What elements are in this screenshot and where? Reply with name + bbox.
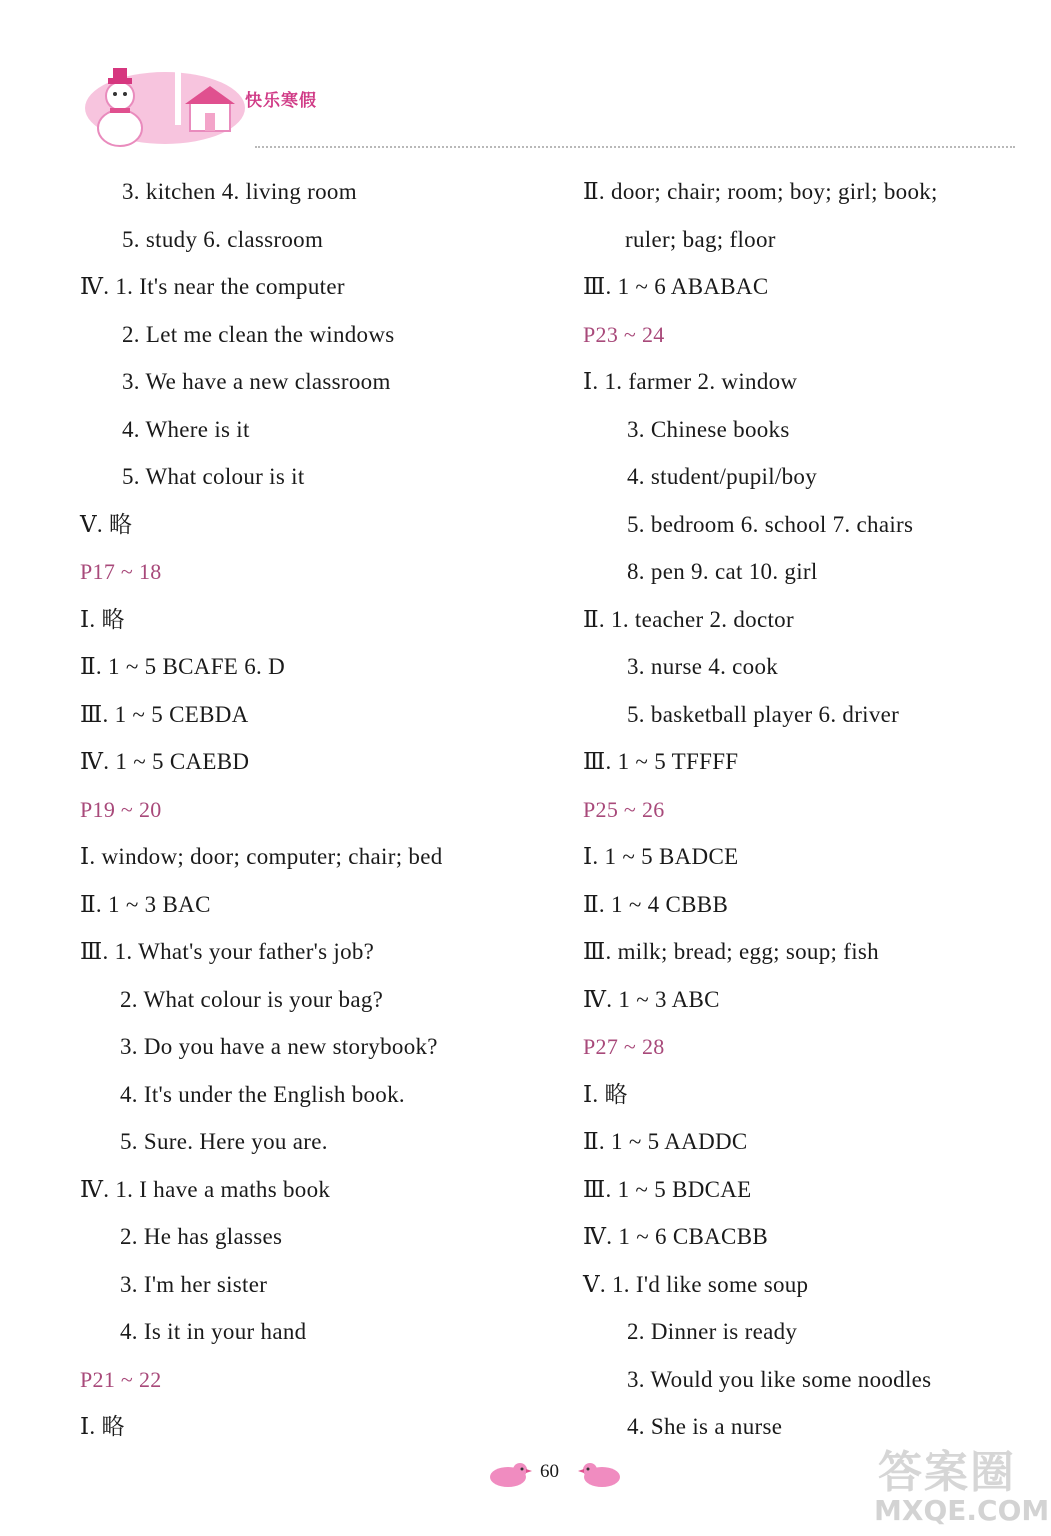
answer-line: Ⅲ. 1 ~ 6 ABABAC bbox=[583, 274, 769, 299]
right-answer-column bbox=[583, 168, 1033, 1451]
answer-line: Ⅰ. 1. farmer 2. window bbox=[583, 369, 798, 394]
answer-line: Ⅳ. 1 ~ 6 CBACBB bbox=[583, 1224, 768, 1249]
answer-line: 3. Would you like some noodles bbox=[627, 1366, 932, 1392]
answer-line: 3. Do you have a new storybook? bbox=[120, 1034, 438, 1059]
answer-line: 4. It's under the English book. bbox=[120, 1081, 405, 1107]
answer-line: 3. Chinese books bbox=[627, 416, 790, 442]
answer-line: 4. Is it in your hand bbox=[120, 1319, 307, 1344]
answer-line: 5. Sure. Here you are. bbox=[120, 1129, 328, 1154]
answer-line: Ⅰ. 略 bbox=[80, 606, 125, 632]
snowman-house-header-icon bbox=[80, 58, 255, 153]
watermark-url: MXQE.COM bbox=[874, 1494, 1050, 1527]
answer-line: Ⅰ. window; door; computer; chair; bed bbox=[80, 844, 443, 869]
section-heading: P27 ~ 28 bbox=[583, 1034, 665, 1059]
answer-line: Ⅱ. 1. teacher 2. doctor bbox=[583, 606, 794, 632]
answer-line: Ⅰ. 略 bbox=[583, 1081, 628, 1107]
answer-line: 2. What colour is your bag? bbox=[120, 986, 384, 1012]
section-heading: P19 ~ 20 bbox=[80, 796, 162, 822]
answer-line: Ⅳ. 1 ~ 5 CAEBD bbox=[80, 749, 250, 774]
answer-line: 2. Dinner is ready bbox=[627, 1319, 798, 1344]
answer-line: 8. pen 9. cat 10. girl bbox=[627, 559, 818, 584]
section-heading: P17 ~ 18 bbox=[80, 559, 162, 584]
answer-line: 2. Let me clean the windows bbox=[122, 321, 395, 347]
answer-line: Ⅰ. 略 bbox=[80, 1414, 125, 1439]
answer-line: Ⅳ. 1. It's near the computer bbox=[80, 274, 345, 299]
answer-line: 5. bedroom 6. school 7. chairs bbox=[627, 511, 914, 537]
answer-line: Ⅱ. door; chair; room; boy; girl; book; bbox=[583, 179, 938, 204]
answer-line: Ⅲ. 1 ~ 5 BDCAE bbox=[583, 1176, 752, 1202]
answer-line: ruler; bag; floor bbox=[625, 226, 776, 252]
answer-line: Ⅳ. 1. I have a maths book bbox=[80, 1176, 331, 1202]
answer-line: 3. nurse 4. cook bbox=[627, 654, 779, 679]
answer-line: 5. study 6. classroom bbox=[122, 226, 324, 252]
left-answer-column bbox=[80, 168, 550, 1451]
answer-line: Ⅰ. 1 ~ 5 BADCE bbox=[583, 844, 739, 869]
answer-line: Ⅱ. 1 ~ 5 AADDC bbox=[583, 1129, 748, 1154]
answer-line: 4. Where is it bbox=[122, 416, 250, 442]
watermark-text: 答案圈 bbox=[878, 1447, 1016, 1498]
answer-line: Ⅱ. 1 ~ 4 CBBB bbox=[583, 891, 729, 917]
page-header bbox=[80, 58, 1020, 153]
answer-line: 5. basketball player 6. driver bbox=[627, 701, 900, 727]
answer-line: Ⅲ. 1 ~ 5 CEBDA bbox=[80, 701, 249, 727]
header-divider bbox=[255, 146, 1015, 148]
answer-line: Ⅲ. 1. What's your father's job? bbox=[80, 939, 375, 964]
section-heading: P21 ~ 22 bbox=[80, 1366, 162, 1392]
section-heading: P23 ~ 24 bbox=[583, 321, 665, 347]
page-number: 60 bbox=[540, 1461, 559, 1482]
answer-line: 5. What colour is it bbox=[122, 464, 305, 489]
answer-line: Ⅱ. 1 ~ 3 BAC bbox=[80, 891, 211, 917]
answer-line: Ⅳ. 1 ~ 3 ABC bbox=[583, 986, 720, 1012]
right-bird-icon bbox=[578, 1459, 622, 1489]
header-title: 快乐寒假 bbox=[245, 91, 317, 111]
answer-line: Ⅴ. 1. I'd like some soup bbox=[583, 1271, 809, 1297]
answer-line: 3. kitchen 4. living room bbox=[122, 179, 357, 204]
answer-line: 3. We have a new classroom bbox=[122, 369, 391, 394]
answer-line: 3. I'm her sister bbox=[120, 1271, 268, 1297]
answer-line: Ⅲ. milk; bread; egg; soup; fish bbox=[583, 939, 879, 964]
answer-line: Ⅲ. 1 ~ 5 TFFFF bbox=[583, 749, 739, 774]
answer-line: 4. She is a nurse bbox=[627, 1414, 783, 1439]
answer-line: Ⅴ. 略 bbox=[80, 511, 133, 537]
section-heading: P25 ~ 26 bbox=[583, 796, 665, 822]
answer-line: Ⅱ. 1 ~ 5 BCAFE 6. D bbox=[80, 654, 286, 679]
left-bird-icon bbox=[488, 1459, 532, 1489]
answer-line: 4. student/pupil/boy bbox=[627, 464, 817, 489]
answer-line: 2. He has glasses bbox=[120, 1224, 283, 1249]
watermark bbox=[870, 1436, 1050, 1531]
